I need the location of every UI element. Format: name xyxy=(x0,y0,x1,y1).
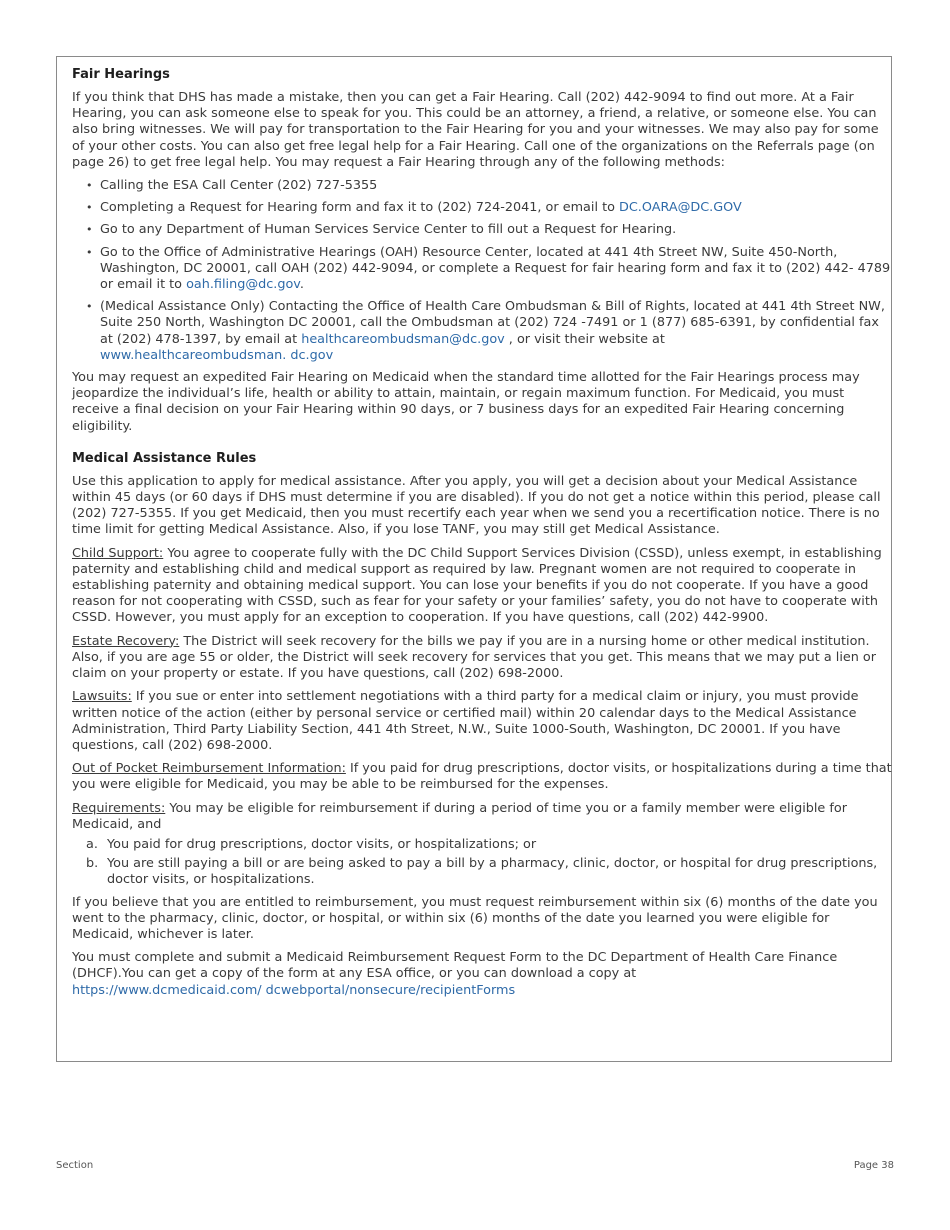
estate-recovery-text: The District will seek recovery for the bills we pay if you are in a nursing home or other medical institution. Also, if you are age 55 or older, the District will seek recovery for services that you get. This means that we may put a lien or claim on your property or estate. If you have questions, call (202) 698-2000. xyxy=(72,633,877,682)
requirements-list xyxy=(72,837,892,889)
fair-hearing-methods-list xyxy=(72,178,892,364)
ombudsman-website-link[interactable]: www.healthcareombudsman. dc.gov xyxy=(100,347,334,363)
child-support-label: Child Support: xyxy=(72,545,164,561)
method-ombudsman-mid: , or visit their website at xyxy=(504,331,665,347)
requirements-label: Requirements: xyxy=(72,800,166,816)
lawsuits-text: If you sue or enter into settlement negotiations with a third party for a medical claim or injury, you must provide written notice of the action (either by personal service or certified mail) within 20 calendar days to the Medical Assistance Administration, Third Party Liability Section, 441 4th Street, N.W., Suite 1000-South, Washington, DC 20001. If you have questions, call (202) 698-2000. xyxy=(72,689,859,753)
oara-email-link[interactable]: DC.OARA@DC.GOV xyxy=(618,200,742,216)
requirement-a xyxy=(86,837,892,853)
requirement-a-text: You paid for drug prescriptions, doctor visits, or hospitalizations; or xyxy=(107,836,537,852)
method-esa-call-center xyxy=(86,178,892,194)
fair-hearings-heading: Fair Hearings xyxy=(72,67,170,82)
medical-assistance-rules-heading: Medical Assistance Rules xyxy=(72,450,257,466)
method-oah-text: Go to the Office of Administrative Hearings (OAH) Resource Center, located at 441 4th Street NW, Suite 450-North, Washington, DC 20001, call OAH (202) 442-9094, or complete a Request for fair hearing form and fax it to (202) 442- 4789 or email it to xyxy=(100,244,891,293)
requirement-b xyxy=(86,856,892,888)
footer-section-label: Section xyxy=(56,1160,94,1171)
child-support-text: You agree to cooperate fully with the DC Child Support Services Division (CSSD), unless exempt, in establishing paternity and establishing child and medical support as required by law. Pregnant women are not required to cooperate in establishing paternity and obtaining medical support. You can lose your benefits if you do not cooperate. If you have a good reason for not cooperating with CSSD, such as fear for your safety or your families’ safety, you do not have to cooperate with CSSD. However, you must apply for an exception to cooperation. If you have questions, call (202) 442-9900. xyxy=(72,545,882,626)
requirement-b-text: You are still paying a bill or are being asked to pay a bill by a pharmacy, clinic, doctor, or hospital for drug prescriptions, doctor visits, or hospitalizations. xyxy=(107,856,878,888)
method-request-text: Completing a Request for Hearing form and fax it to (202) 724-2041, or email to xyxy=(100,200,619,216)
child-support-paragraph xyxy=(72,546,892,627)
method-service-center-text: Go to any Department of Human Services Service Center to fill out a Request for Hearing. xyxy=(100,222,677,238)
reimbursement-info-paragraph xyxy=(72,761,892,793)
reimbursement-info-text: If you paid for drug prescriptions, doctor visits, or hospitalizations during a time that you were eligible for Medicaid, you may be able to be reimbursed for the expenses. xyxy=(72,761,892,793)
method-service-center xyxy=(86,222,892,238)
estate-recovery-label: Estate Recovery: xyxy=(72,633,180,649)
lawsuits-paragraph xyxy=(72,689,892,754)
reimbursement-form-paragraph xyxy=(72,950,892,999)
requirement-b-marker: b. xyxy=(86,856,99,872)
reimbursement-deadline-paragraph: If you believe that you are entitled to reimbursement, you must request reimbursement within six (6) months of the date you went to the pharmacy, clinic, doctor, or hospital, or within six (6) months of the date you learned you were eligible for Medicaid, whichever is later. xyxy=(72,894,878,942)
method-oah-end: . xyxy=(299,277,304,293)
method-ombudsman-text: (Medical Assistance Only) Contacting the Office of Health Care Ombudsman & Bill of Rights, located at 441 4th Street NW, Suite 250 North, Washington DC 20001, call the Ombudsman at (202) 724 -7491 or 1 (877) 685-6391, by confidential fax at (202) 478-1397, by email at xyxy=(100,299,885,347)
lawsuits-label: Lawsuits: xyxy=(72,689,132,705)
fair-hearings-intro: If you think that DHS has made a mistake, then you can get a Fair Hearing. Call (202) 442-9094 to find out more. At a Fair Hearing, you can ask someone else to speak for you. This could be an attorney, a friend, a relative, or someone else. You can also bring witnesses. We will pay for transportation to the Fair Hearing for you and your witnesses. We may also pay for some of your other costs. You can also get free legal help for a Fair Hearing. Call one of the organizations on the Referrals page (on page 26) to get free legal help. You may request a Fair Hearing through any of the following methods: xyxy=(72,90,879,170)
requirement-a-marker: a. xyxy=(86,836,98,852)
expedited-hearing-paragraph: You may request an expedited Fair Hearing on Medicaid when the standard time allotted for the Fair Hearings process may jeopardize the individual’s life, health or ability to attain, maintain, or regain maximum function. For Medicaid, you must receive a final decision on your Fair Hearing within 90 days, or 7 business days for an expedited Fair Hearing concerning eligibility. xyxy=(72,370,860,434)
reimbursement-info-label: Out of Pocket Reimbursement Information: xyxy=(72,761,346,777)
requirements-paragraph xyxy=(72,801,892,833)
method-ombudsman xyxy=(86,299,892,364)
requirements-text: You may be eligible for reimbursement if during a period of time you or a family member were eligible for Medicaid, and xyxy=(72,800,847,832)
reimbursement-form-text: You must complete and submit a Medicaid Reimbursement Request Form to the DC Department of Health Care Finance (DHCF).You can get a copy of the form at any ESA office, or you can download a copy at xyxy=(72,950,838,982)
content-box xyxy=(56,56,892,1062)
estate-recovery-paragraph xyxy=(72,634,892,683)
method-esa-text: Calling the ESA Call Center (202) 727-5355 xyxy=(100,178,378,194)
content-column xyxy=(72,67,892,999)
method-oah xyxy=(86,245,892,294)
method-request-form xyxy=(86,200,892,216)
ombudsman-email-link[interactable]: healthcareombudsman@dc.gov xyxy=(301,331,505,347)
medical-assistance-intro: Use this application to apply for medical assistance. After you apply, you will get a decision about your Medical Assistance within 45 days (or 60 days if DHS must determine if you are disabled). If you do not get a notice within this period, please call (202) 727-5355. If you get Medicaid, then you must recertify each year when we send you a recertification notice. There is no time limit for getting Medical Assistance. Also, if you lose TANF, you may still get Medical Assistance. xyxy=(72,473,881,538)
footer-page-number: Page 38 xyxy=(853,1160,894,1171)
oah-email-link[interactable]: oah.filing@dc.gov xyxy=(186,277,300,293)
recipient-forms-link[interactable]: https://www.dcmedicaid.com/ dcwebportal/nonsecure/recipientForms xyxy=(72,982,516,998)
